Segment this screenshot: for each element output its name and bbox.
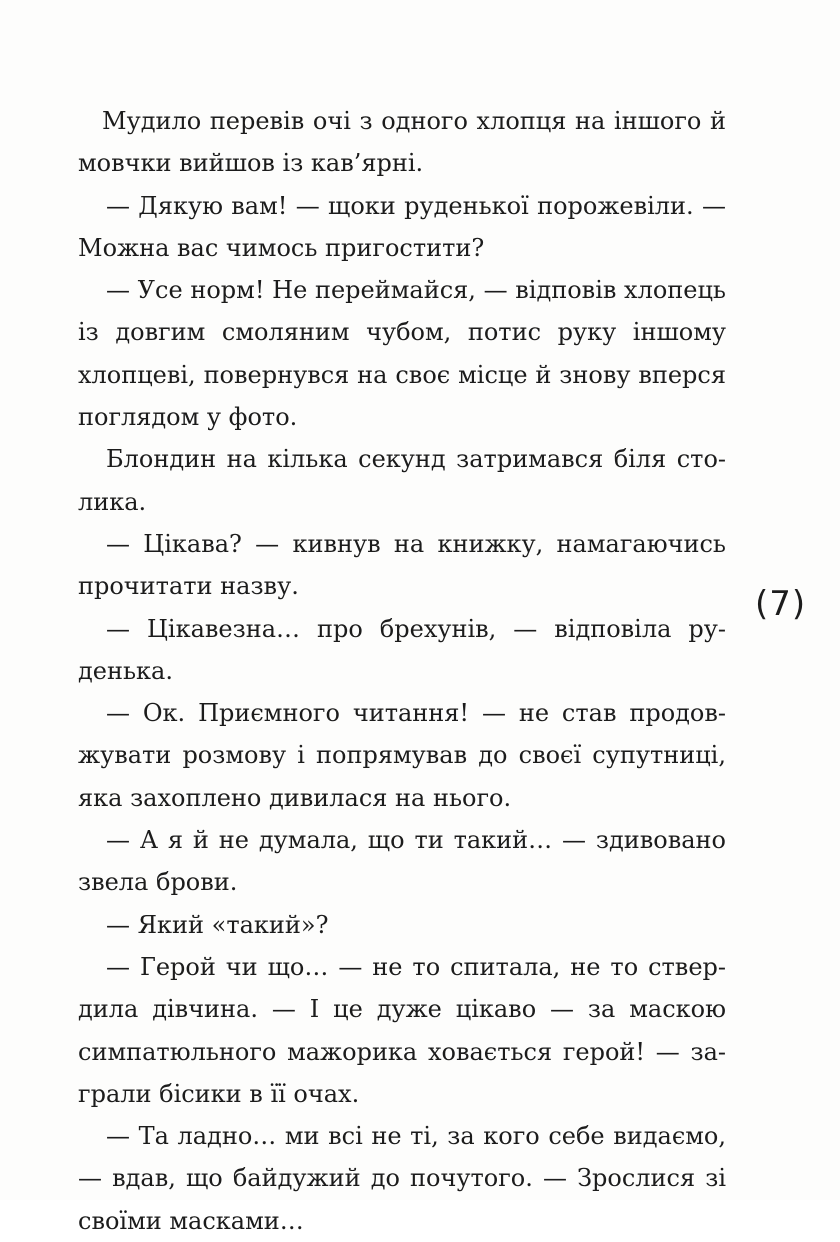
paragraph-5: — Цікава? — кивнув на книжку, намагаючись прочитати назву. [78,529,726,601]
paragraph-8: — А я й не думала, що ти такий… — здивовано звела брови. [78,826,726,897]
paragraph-6: — Цікавезна… про брехунів, — відповіла руденька. [78,614,726,685]
paragraph-9: — Який «такий»? [106,910,329,939]
paragraph-10: — Герой чи що… — не то спитала, не то ствердила дівчина. — І це дуже цікаво — за маскою симпатюльного мажорика ховається герой! — заграли бісики в її очах. [78,952,726,1108]
body-text [78,100,726,1242]
paragraph-4: Блондин на кілька секунд затримався біля столика. [78,445,726,516]
paragraph-7: — Ок. Приємного читання! — не став продовжувати розмову і попрямував до своєї супутниці, яка захоплено дивилася на нього. [78,699,726,812]
page-number: (7) [755,584,807,624]
paragraph-2: — Дякую вам! — щоки руденької порожевіли. — Можна вас чимось пригостити? [78,191,726,262]
paragraph-11: — Та ладно… ми всі не ті, за кого себе видаємо, — вдав, що байдужий до почутого. — Зрослися зі своїми масками… [78,1122,726,1235]
paragraph-1: Мудило перевів очі з одного хлопця на іншого й мовчки вийшов із кав’ярні. [78,107,726,178]
paragraph-3: — Усе норм! Не переймайся, — відповів хлопець із довгим смоляним чубом, потис руку іншому хлопцеві, повернувся на своє місце й знову вперся поглядом у фото. [78,276,726,432]
